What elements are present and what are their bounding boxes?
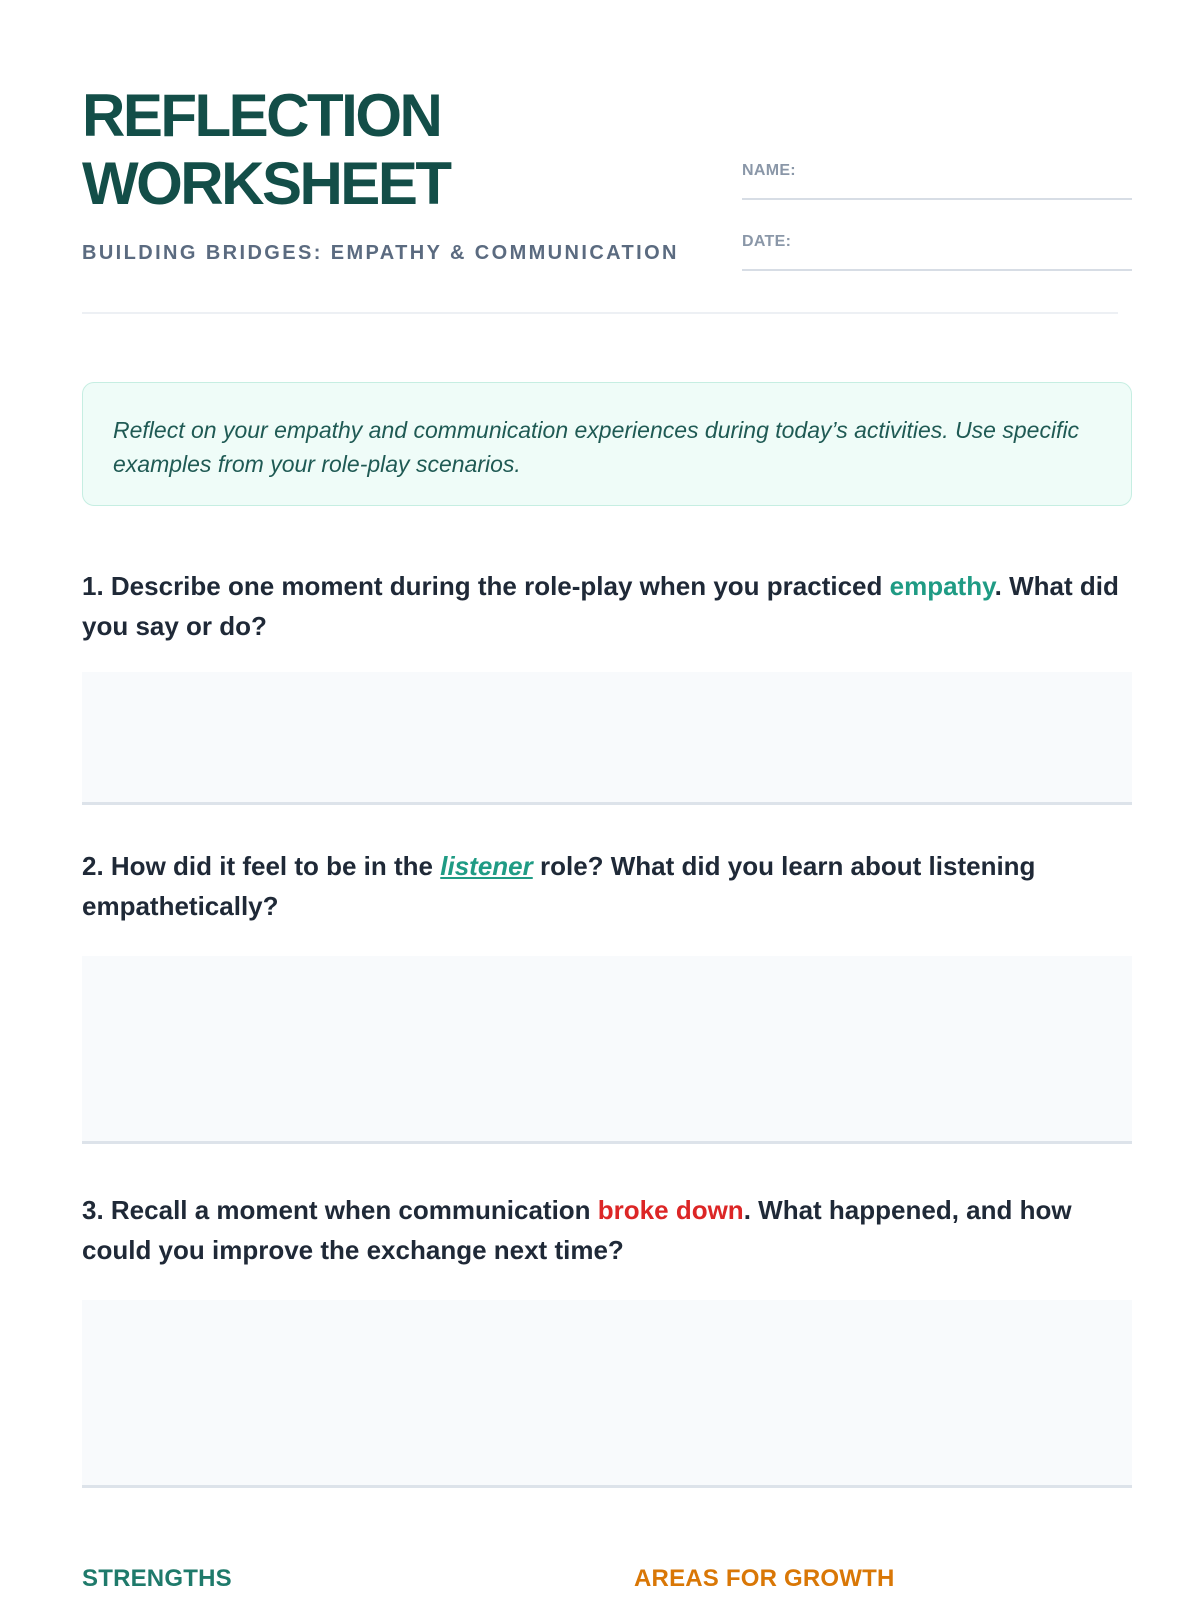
growth-label: AREAS FOR GROWTH [634,1565,895,1592]
answer-box-2[interactable] [82,956,1132,1144]
question-3-highlight: broke down [597,1195,744,1225]
question-3-text [82,1190,1132,1270]
question-1-text [82,566,1132,646]
instructions-box [82,382,1132,506]
page-title [82,82,450,218]
worksheet-header [82,0,1118,314]
student-info-fields [742,162,1132,304]
question-3 [82,1190,1132,1488]
question-1-prefix: 1. Describe one moment during the role-play when you practiced [82,571,890,601]
name-field[interactable] [742,162,1132,200]
question-1-highlight: empathy [889,571,995,601]
question-2-text [82,846,1132,926]
question-3-prefix: 3. Recall a moment when communication [82,1195,598,1225]
instructions-text: Reflect on your empathy and communication experiences during today’s activities. Use specific examples from your role-play scenarios. [113,417,1080,477]
date-field[interactable] [742,233,1132,271]
answer-box-3[interactable] [82,1300,1132,1488]
strengths-label: STRENGTHS [82,1565,232,1592]
question-1 [82,566,1132,805]
answer-box-1[interactable] [82,672,1132,805]
question-3-suffix: . What happened, and how could you improve the exchange next time? [82,1195,1072,1265]
title-line-1: REFLECTION [82,82,441,149]
title-line-2: WORKSHEET [82,150,450,217]
question-2-highlight: listener [440,851,533,881]
question-2 [82,846,1132,1144]
question-2-suffix: role? What did you learn about listening empathetically? [82,851,1036,921]
date-label: DATE: [742,233,792,250]
name-label: NAME: [742,162,796,179]
page-subtitle: BUILDING BRIDGES: EMPATHY & COMMUNICATION [82,242,679,264]
question-1-suffix: . What did you say or do? [82,571,1119,641]
question-2-prefix: 2. How did it feel to be in the [82,851,441,881]
